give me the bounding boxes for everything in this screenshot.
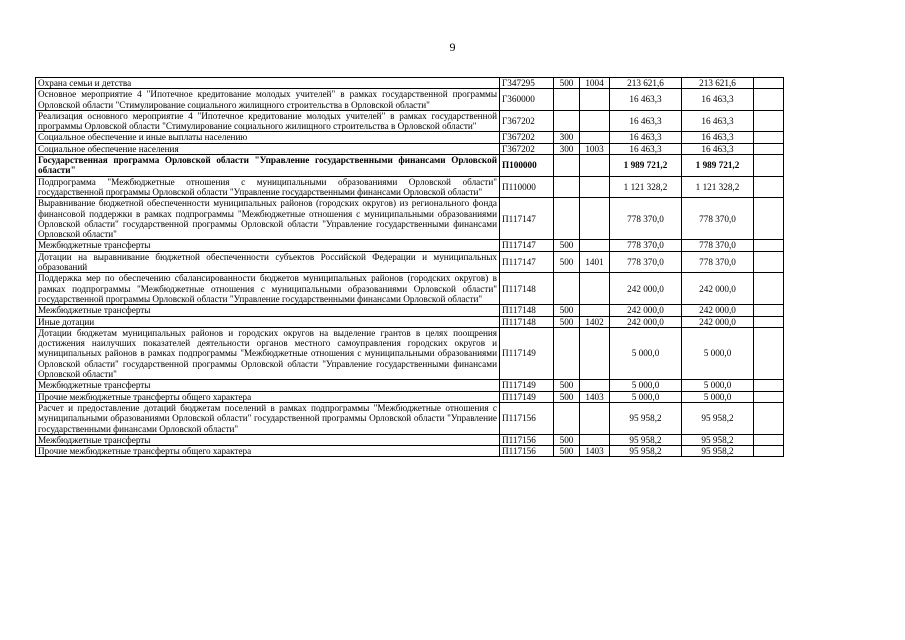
- row-section: 1401: [580, 251, 610, 273]
- row-name: Поддержка мер по обеспечению сбалансированности бюджетов муниципальных районов (городских округов) в рамках подпрограммы "Межбюджетные отношения с муниципальными образованиями Орловской области" государственной программы Орловской области "Управление государственными финансами Орловской области": [36, 273, 500, 305]
- row-sum-2: 242 000,0: [682, 305, 754, 316]
- row-expense-type: 500: [554, 380, 580, 391]
- row-name: Государственная программа Орловской области "Управление государственными финансами Орловской области": [36, 155, 500, 177]
- row-expense-type: 300: [554, 143, 580, 154]
- row-name: Подпрограмма "Межбюджетные отношения с муниципальными образованиями Орловской области" государственной программы Орловской области "Управление государственными финансами Орловской области": [36, 176, 500, 198]
- row-empty-cell: [754, 273, 784, 305]
- row-target-code: П117148: [500, 273, 554, 305]
- table-row: [36, 240, 784, 251]
- row-sum-2: 5 000,0: [682, 380, 754, 391]
- row-name: Выравнивание бюджетной обеспеченности муниципальных районов (городских округов) из регионального фонда финансовой поддержки в рамках подпрограммы "Межбюджетные отношения с муниципальными образованиями Орловской области" государственной программы Орловской области "Управление государственными финансами Орловской области": [36, 198, 500, 240]
- row-sum-1: 95 958,2: [610, 446, 682, 457]
- row-expense-type: 500: [554, 391, 580, 402]
- row-sum-1: 778 370,0: [610, 251, 682, 273]
- row-target-code: Г347295: [500, 78, 554, 89]
- budget-table: [35, 77, 784, 457]
- row-expense-type: 500: [554, 251, 580, 273]
- row-name: Социальное обеспечение и иные выплаты населению: [36, 132, 500, 143]
- row-sum-2: 16 463,3: [682, 143, 754, 154]
- row-target-code: П117156: [500, 402, 554, 434]
- row-empty-cell: [754, 251, 784, 273]
- table-row: [36, 110, 784, 132]
- row-sum-1: 778 370,0: [610, 240, 682, 251]
- row-expense-type: [554, 176, 580, 198]
- row-sum-1: 5 000,0: [610, 327, 682, 379]
- row-name: Межбюджетные трансферты: [36, 380, 500, 391]
- row-target-code: П100000: [500, 155, 554, 177]
- row-target-code: П117147: [500, 240, 554, 251]
- row-section: 1004: [580, 78, 610, 89]
- row-empty-cell: [754, 391, 784, 402]
- table-row: [36, 391, 784, 402]
- row-empty-cell: [754, 327, 784, 379]
- row-sum-1: 16 463,3: [610, 143, 682, 154]
- row-sum-2: 778 370,0: [682, 251, 754, 273]
- row-empty-cell: [754, 176, 784, 198]
- row-name: Основное мероприятие 4 "Ипотечное кредитование молодых учителей" в рамках государственной программы Орловской области "Стимулирование социального жилищного строительства в Орловской области": [36, 89, 500, 111]
- table-row: [36, 316, 784, 327]
- table-row: [36, 446, 784, 457]
- row-sum-2: 16 463,3: [682, 132, 754, 143]
- row-sum-1: 242 000,0: [610, 273, 682, 305]
- row-sum-1: 242 000,0: [610, 316, 682, 327]
- table-row: [36, 132, 784, 143]
- row-sum-2: 95 958,2: [682, 402, 754, 434]
- row-sum-1: 213 621,6: [610, 78, 682, 89]
- row-name: Реализация основного мероприятие 4 "Ипотечное кредитование молодых учителей" в рамках государственной программы Орловской области "Стимулирование социального жилищного строительства в Орловской области": [36, 110, 500, 132]
- row-sum-2: 5 000,0: [682, 327, 754, 379]
- row-empty-cell: [754, 316, 784, 327]
- row-sum-2: 213 621,6: [682, 78, 754, 89]
- row-sum-2: 16 463,3: [682, 110, 754, 132]
- row-section: [580, 89, 610, 111]
- row-expense-type: [554, 198, 580, 240]
- row-sum-1: 1 989 721,2: [610, 155, 682, 177]
- row-section: [580, 305, 610, 316]
- row-name: Прочие межбюджетные трансферты общего характера: [36, 391, 500, 402]
- row-empty-cell: [754, 132, 784, 143]
- row-expense-type: 300: [554, 132, 580, 143]
- row-target-code: Г367202: [500, 143, 554, 154]
- row-sum-1: 95 958,2: [610, 402, 682, 434]
- row-target-code: П117147: [500, 198, 554, 240]
- table-row: [36, 89, 784, 111]
- row-section: 1003: [580, 143, 610, 154]
- row-sum-2: 95 958,2: [682, 434, 754, 445]
- table-row: [36, 176, 784, 198]
- row-expense-type: 500: [554, 316, 580, 327]
- row-target-code: П117147: [500, 251, 554, 273]
- row-name: Социальное обеспечение населения: [36, 143, 500, 154]
- row-sum-2: 95 958,2: [682, 446, 754, 457]
- row-target-code: П117149: [500, 327, 554, 379]
- row-section: [580, 380, 610, 391]
- row-sum-1: 1 121 328,2: [610, 176, 682, 198]
- row-target-code: П117148: [500, 316, 554, 327]
- row-target-code: П117148: [500, 305, 554, 316]
- row-empty-cell: [754, 110, 784, 132]
- row-expense-type: 500: [554, 446, 580, 457]
- row-expense-type: [554, 89, 580, 111]
- table-row: [36, 402, 784, 434]
- row-expense-type: 500: [554, 305, 580, 316]
- row-sum-2: 778 370,0: [682, 240, 754, 251]
- row-empty-cell: [754, 380, 784, 391]
- row-target-code: П117149: [500, 380, 554, 391]
- row-name: Межбюджетные трансферты: [36, 305, 500, 316]
- row-section: [580, 110, 610, 132]
- row-expense-type: [554, 327, 580, 379]
- row-expense-type: 500: [554, 240, 580, 251]
- row-sum-1: 5 000,0: [610, 380, 682, 391]
- row-empty-cell: [754, 155, 784, 177]
- row-section: [580, 132, 610, 143]
- table-row: [36, 251, 784, 273]
- table-row: [36, 143, 784, 154]
- row-section: [580, 273, 610, 305]
- row-empty-cell: [754, 434, 784, 445]
- row-expense-type: [554, 402, 580, 434]
- row-section: 1402: [580, 316, 610, 327]
- row-section: [580, 434, 610, 445]
- row-sum-2: 778 370,0: [682, 198, 754, 240]
- row-section: [580, 240, 610, 251]
- row-target-code: Г360000: [500, 89, 554, 111]
- row-sum-1: 242 000,0: [610, 305, 682, 316]
- row-target-code: П117156: [500, 434, 554, 445]
- row-empty-cell: [754, 198, 784, 240]
- row-section: [580, 402, 610, 434]
- row-name: Дотации бюджетам муниципальных районов и городских округов на выделение грантов в целях поощрения достижения наилучших показателей деятельности органов местного самоуправления городских округов и муниципальных районов в рамках подпрограммы "Межбюджетные отношения с муниципальными образованиями Орловской области" государственной программы Орловской области "Управление государственными финансами Орловской области": [36, 327, 500, 379]
- row-name: Дотации на выравнивание бюджетной обеспеченности субъектов Российской Федерации и муниципальных образований: [36, 251, 500, 273]
- row-sum-1: 778 370,0: [610, 198, 682, 240]
- row-section: 1403: [580, 446, 610, 457]
- row-expense-type: [554, 155, 580, 177]
- row-target-code: П117149: [500, 391, 554, 402]
- row-empty-cell: [754, 89, 784, 111]
- row-sum-2: 242 000,0: [682, 273, 754, 305]
- row-section: [580, 198, 610, 240]
- row-section: [580, 327, 610, 379]
- row-name: Охрана семьи и детства: [36, 78, 500, 89]
- row-expense-type: 500: [554, 78, 580, 89]
- table-row: [36, 273, 784, 305]
- table-row: [36, 155, 784, 177]
- row-empty-cell: [754, 78, 784, 89]
- row-expense-type: [554, 110, 580, 132]
- row-sum-2: 1 989 721,2: [682, 155, 754, 177]
- row-empty-cell: [754, 240, 784, 251]
- row-expense-type: [554, 273, 580, 305]
- table-row: [36, 305, 784, 316]
- row-empty-cell: [754, 402, 784, 434]
- row-section: [580, 176, 610, 198]
- row-section: [580, 155, 610, 177]
- row-section: 1403: [580, 391, 610, 402]
- table-row: [36, 198, 784, 240]
- row-name: Межбюджетные трансферты: [36, 240, 500, 251]
- row-expense-type: 500: [554, 434, 580, 445]
- row-target-code: П110000: [500, 176, 554, 198]
- row-target-code: Г367202: [500, 132, 554, 143]
- row-sum-2: 1 121 328,2: [682, 176, 754, 198]
- row-sum-1: 16 463,3: [610, 110, 682, 132]
- row-name: Прочие межбюджетные трансферты общего характера: [36, 446, 500, 457]
- page-number: 9: [449, 40, 456, 54]
- row-empty-cell: [754, 446, 784, 457]
- row-sum-2: 5 000,0: [682, 391, 754, 402]
- row-target-code: П117156: [500, 446, 554, 457]
- row-sum-2: 16 463,3: [682, 89, 754, 111]
- row-empty-cell: [754, 305, 784, 316]
- row-name: Межбюджетные трансферты: [36, 434, 500, 445]
- table-row: [36, 380, 784, 391]
- row-name: Иные дотации: [36, 316, 500, 327]
- row-sum-1: 16 463,3: [610, 132, 682, 143]
- row-empty-cell: [754, 143, 784, 154]
- table-row: [36, 327, 784, 379]
- table-row: [36, 434, 784, 445]
- row-sum-1: 5 000,0: [610, 391, 682, 402]
- row-name: Расчет и предоставление дотаций бюджетам поселений в рамках подпрограммы "Межбюджетные отношения с муниципальными образованиями Орловской области" государственной программы Орловской области "Управление государственными финансами Орловской области": [36, 402, 500, 434]
- row-sum-1: 16 463,3: [610, 89, 682, 111]
- row-target-code: Г367202: [500, 110, 554, 132]
- table-row: [36, 78, 784, 89]
- row-sum-1: 95 958,2: [610, 434, 682, 445]
- row-sum-2: 242 000,0: [682, 316, 754, 327]
